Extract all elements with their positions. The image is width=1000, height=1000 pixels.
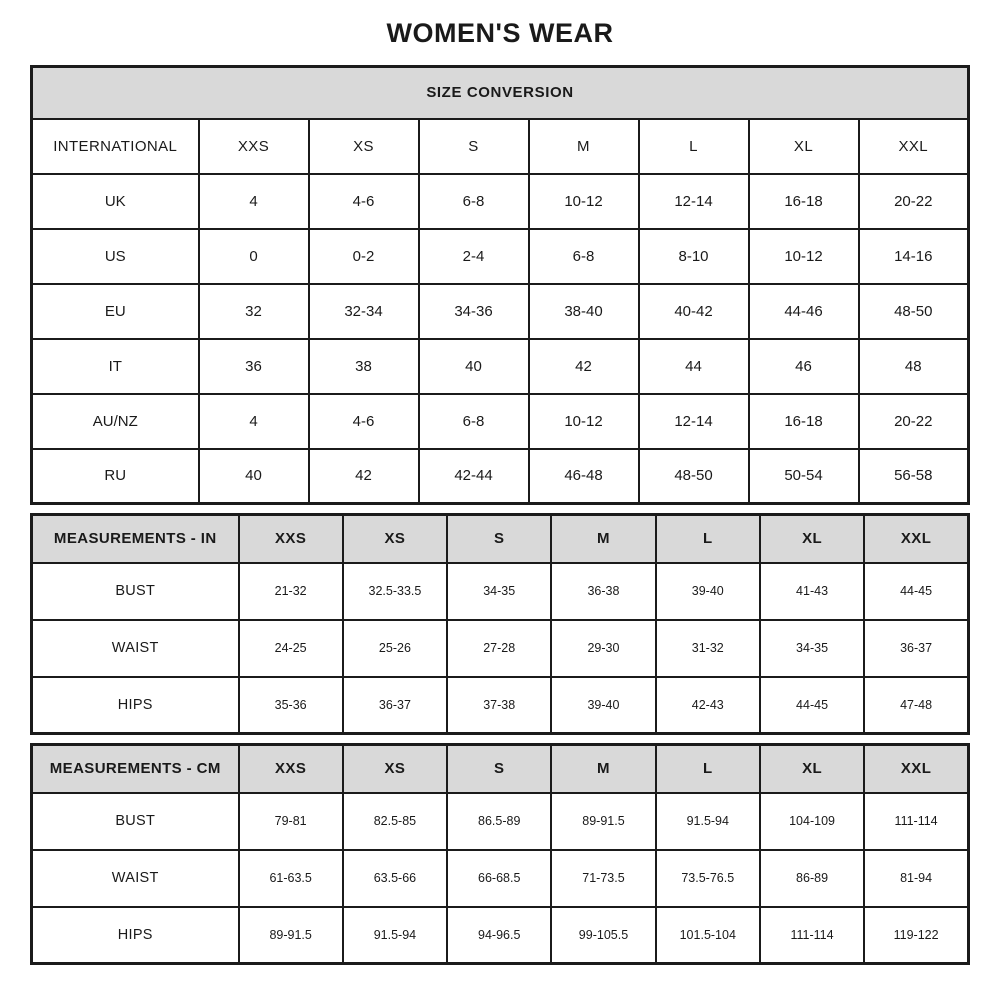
- cell: 24-25: [239, 620, 343, 677]
- cell: 48-50: [639, 449, 749, 504]
- column-header-xxs: XXS: [199, 119, 309, 174]
- column-header-xl: XL: [760, 745, 864, 793]
- cell: 48: [859, 339, 969, 394]
- table-row-bust-in: [32, 563, 969, 620]
- column-header-xxl: XXL: [859, 119, 969, 174]
- cell: 89-91.5: [551, 793, 655, 850]
- row-label: HIPS: [32, 677, 239, 734]
- cell: 37-38: [447, 677, 551, 734]
- cell: 99-105.5: [551, 907, 655, 964]
- cell: 29-30: [551, 620, 655, 677]
- size-conversion-columns-row: [32, 119, 969, 174]
- cell: 0-2: [309, 229, 419, 284]
- cell: 8-10: [639, 229, 749, 284]
- cell: 40-42: [639, 284, 749, 339]
- table-row-hips-cm: [32, 907, 969, 964]
- cell: 44: [639, 339, 749, 394]
- column-header-s: S: [447, 515, 551, 563]
- cell: 21-32: [239, 563, 343, 620]
- cell: 111-114: [760, 907, 864, 964]
- measurements-cm-header-row: [32, 745, 969, 793]
- cell: 0: [199, 229, 309, 284]
- cell: 32-34: [309, 284, 419, 339]
- column-header-m: M: [529, 119, 639, 174]
- row-label: AU/NZ: [32, 394, 199, 449]
- column-header-xs: XS: [343, 515, 447, 563]
- cell: 12-14: [639, 394, 749, 449]
- table-row-aunz: [32, 394, 969, 449]
- cell: 38-40: [529, 284, 639, 339]
- cell: 40: [199, 449, 309, 504]
- cell: 101.5-104: [656, 907, 760, 964]
- cell: 44-45: [760, 677, 864, 734]
- cell: 42-44: [419, 449, 529, 504]
- column-header-s: S: [447, 745, 551, 793]
- column-header-xl: XL: [760, 515, 864, 563]
- cell: 2-4: [419, 229, 529, 284]
- cell: 39-40: [551, 677, 655, 734]
- cell: 42: [529, 339, 639, 394]
- table-row-it: [32, 339, 969, 394]
- column-header-xxs: XXS: [239, 745, 343, 793]
- cell: 34-35: [760, 620, 864, 677]
- cell: 50-54: [749, 449, 859, 504]
- cell: 63.5-66: [343, 850, 447, 907]
- cell: 16-18: [749, 174, 859, 229]
- cell: 6-8: [529, 229, 639, 284]
- cell: 4-6: [309, 394, 419, 449]
- cell: 111-114: [864, 793, 968, 850]
- cell: 82.5-85: [343, 793, 447, 850]
- cell: 36-37: [864, 620, 968, 677]
- row-label: UK: [32, 174, 199, 229]
- cell: 48-50: [859, 284, 969, 339]
- column-header-l: L: [639, 119, 749, 174]
- table-row-hips-in: [32, 677, 969, 734]
- cell: 46-48: [529, 449, 639, 504]
- cell: 16-18: [749, 394, 859, 449]
- cell: 6-8: [419, 394, 529, 449]
- cell: 34-36: [419, 284, 529, 339]
- cell: 31-32: [656, 620, 760, 677]
- column-header-xxl: XXL: [864, 745, 968, 793]
- cell: 81-94: [864, 850, 968, 907]
- table-row-uk: [32, 174, 969, 229]
- cell: 41-43: [760, 563, 864, 620]
- row-label: BUST: [32, 793, 239, 850]
- cell: 25-26: [343, 620, 447, 677]
- cell: 35-36: [239, 677, 343, 734]
- row-label: HIPS: [32, 907, 239, 964]
- cell: 27-28: [447, 620, 551, 677]
- cell: 32.5-33.5: [343, 563, 447, 620]
- cell: 10-12: [529, 394, 639, 449]
- cell: 71-73.5: [551, 850, 655, 907]
- table-row-bust-cm: [32, 793, 969, 850]
- cell: 119-122: [864, 907, 968, 964]
- cell: 91.5-94: [656, 793, 760, 850]
- column-header-l: L: [656, 745, 760, 793]
- size-conversion-table: [30, 65, 970, 505]
- cell: 36-38: [551, 563, 655, 620]
- cell: 34-35: [447, 563, 551, 620]
- cell: 104-109: [760, 793, 864, 850]
- cell: 56-58: [859, 449, 969, 504]
- cell: 89-91.5: [239, 907, 343, 964]
- page-title: WOMEN'S WEAR: [386, 18, 614, 48]
- cell: 46: [749, 339, 859, 394]
- measurements-cm-title: MEASUREMENTS - CM: [32, 745, 239, 793]
- cell: 79-81: [239, 793, 343, 850]
- cell: 4: [199, 394, 309, 449]
- row-label: WAIST: [32, 850, 239, 907]
- column-header-xxl: XXL: [864, 515, 968, 563]
- cell: 20-22: [859, 174, 969, 229]
- row-label: BUST: [32, 563, 239, 620]
- measurements-in-table: [30, 513, 970, 735]
- size-conversion-title: SIZE CONVERSION: [32, 67, 969, 119]
- cell: 91.5-94: [343, 907, 447, 964]
- cell: 12-14: [639, 174, 749, 229]
- cell: 66-68.5: [447, 850, 551, 907]
- cell: 10-12: [749, 229, 859, 284]
- cell: 40: [419, 339, 529, 394]
- cell: 38: [309, 339, 419, 394]
- cell: 6-8: [419, 174, 529, 229]
- cell: 73.5-76.5: [656, 850, 760, 907]
- row-label: WAIST: [32, 620, 239, 677]
- cell: 39-40: [656, 563, 760, 620]
- column-header-xs: XS: [309, 119, 419, 174]
- column-header-xs: XS: [343, 745, 447, 793]
- table-row-us: [32, 229, 969, 284]
- cell: 42: [309, 449, 419, 504]
- table-row-waist-in: [32, 620, 969, 677]
- row-label: IT: [32, 339, 199, 394]
- table-row-eu: [32, 284, 969, 339]
- cell: 61-63.5: [239, 850, 343, 907]
- cell: 86.5-89: [447, 793, 551, 850]
- cell: 4-6: [309, 174, 419, 229]
- cell: 20-22: [859, 394, 969, 449]
- cell: 44-46: [749, 284, 859, 339]
- cell: 14-16: [859, 229, 969, 284]
- cell: 44-45: [864, 563, 968, 620]
- cell: 47-48: [864, 677, 968, 734]
- column-header-international: INTERNATIONAL: [32, 119, 199, 174]
- column-header-xl: XL: [749, 119, 859, 174]
- column-header-l: L: [656, 515, 760, 563]
- column-header-s: S: [419, 119, 529, 174]
- measurements-in-title: MEASUREMENTS - IN: [32, 515, 239, 563]
- column-header-m: M: [551, 515, 655, 563]
- table-row-waist-cm: [32, 850, 969, 907]
- measurements-cm-table: [30, 743, 970, 965]
- cell: 36: [199, 339, 309, 394]
- row-label: EU: [32, 284, 199, 339]
- size-conversion-banner-row: [32, 67, 969, 119]
- cell: 42-43: [656, 677, 760, 734]
- measurements-in-header-row: [32, 515, 969, 563]
- column-header-xxs: XXS: [239, 515, 343, 563]
- column-header-m: M: [551, 745, 655, 793]
- table-row-ru: [32, 449, 969, 504]
- row-label: RU: [32, 449, 199, 504]
- cell: 36-37: [343, 677, 447, 734]
- row-label: US: [32, 229, 199, 284]
- cell: 94-96.5: [447, 907, 551, 964]
- cell: 32: [199, 284, 309, 339]
- cell: 4: [199, 174, 309, 229]
- cell: 10-12: [529, 174, 639, 229]
- cell: 86-89: [760, 850, 864, 907]
